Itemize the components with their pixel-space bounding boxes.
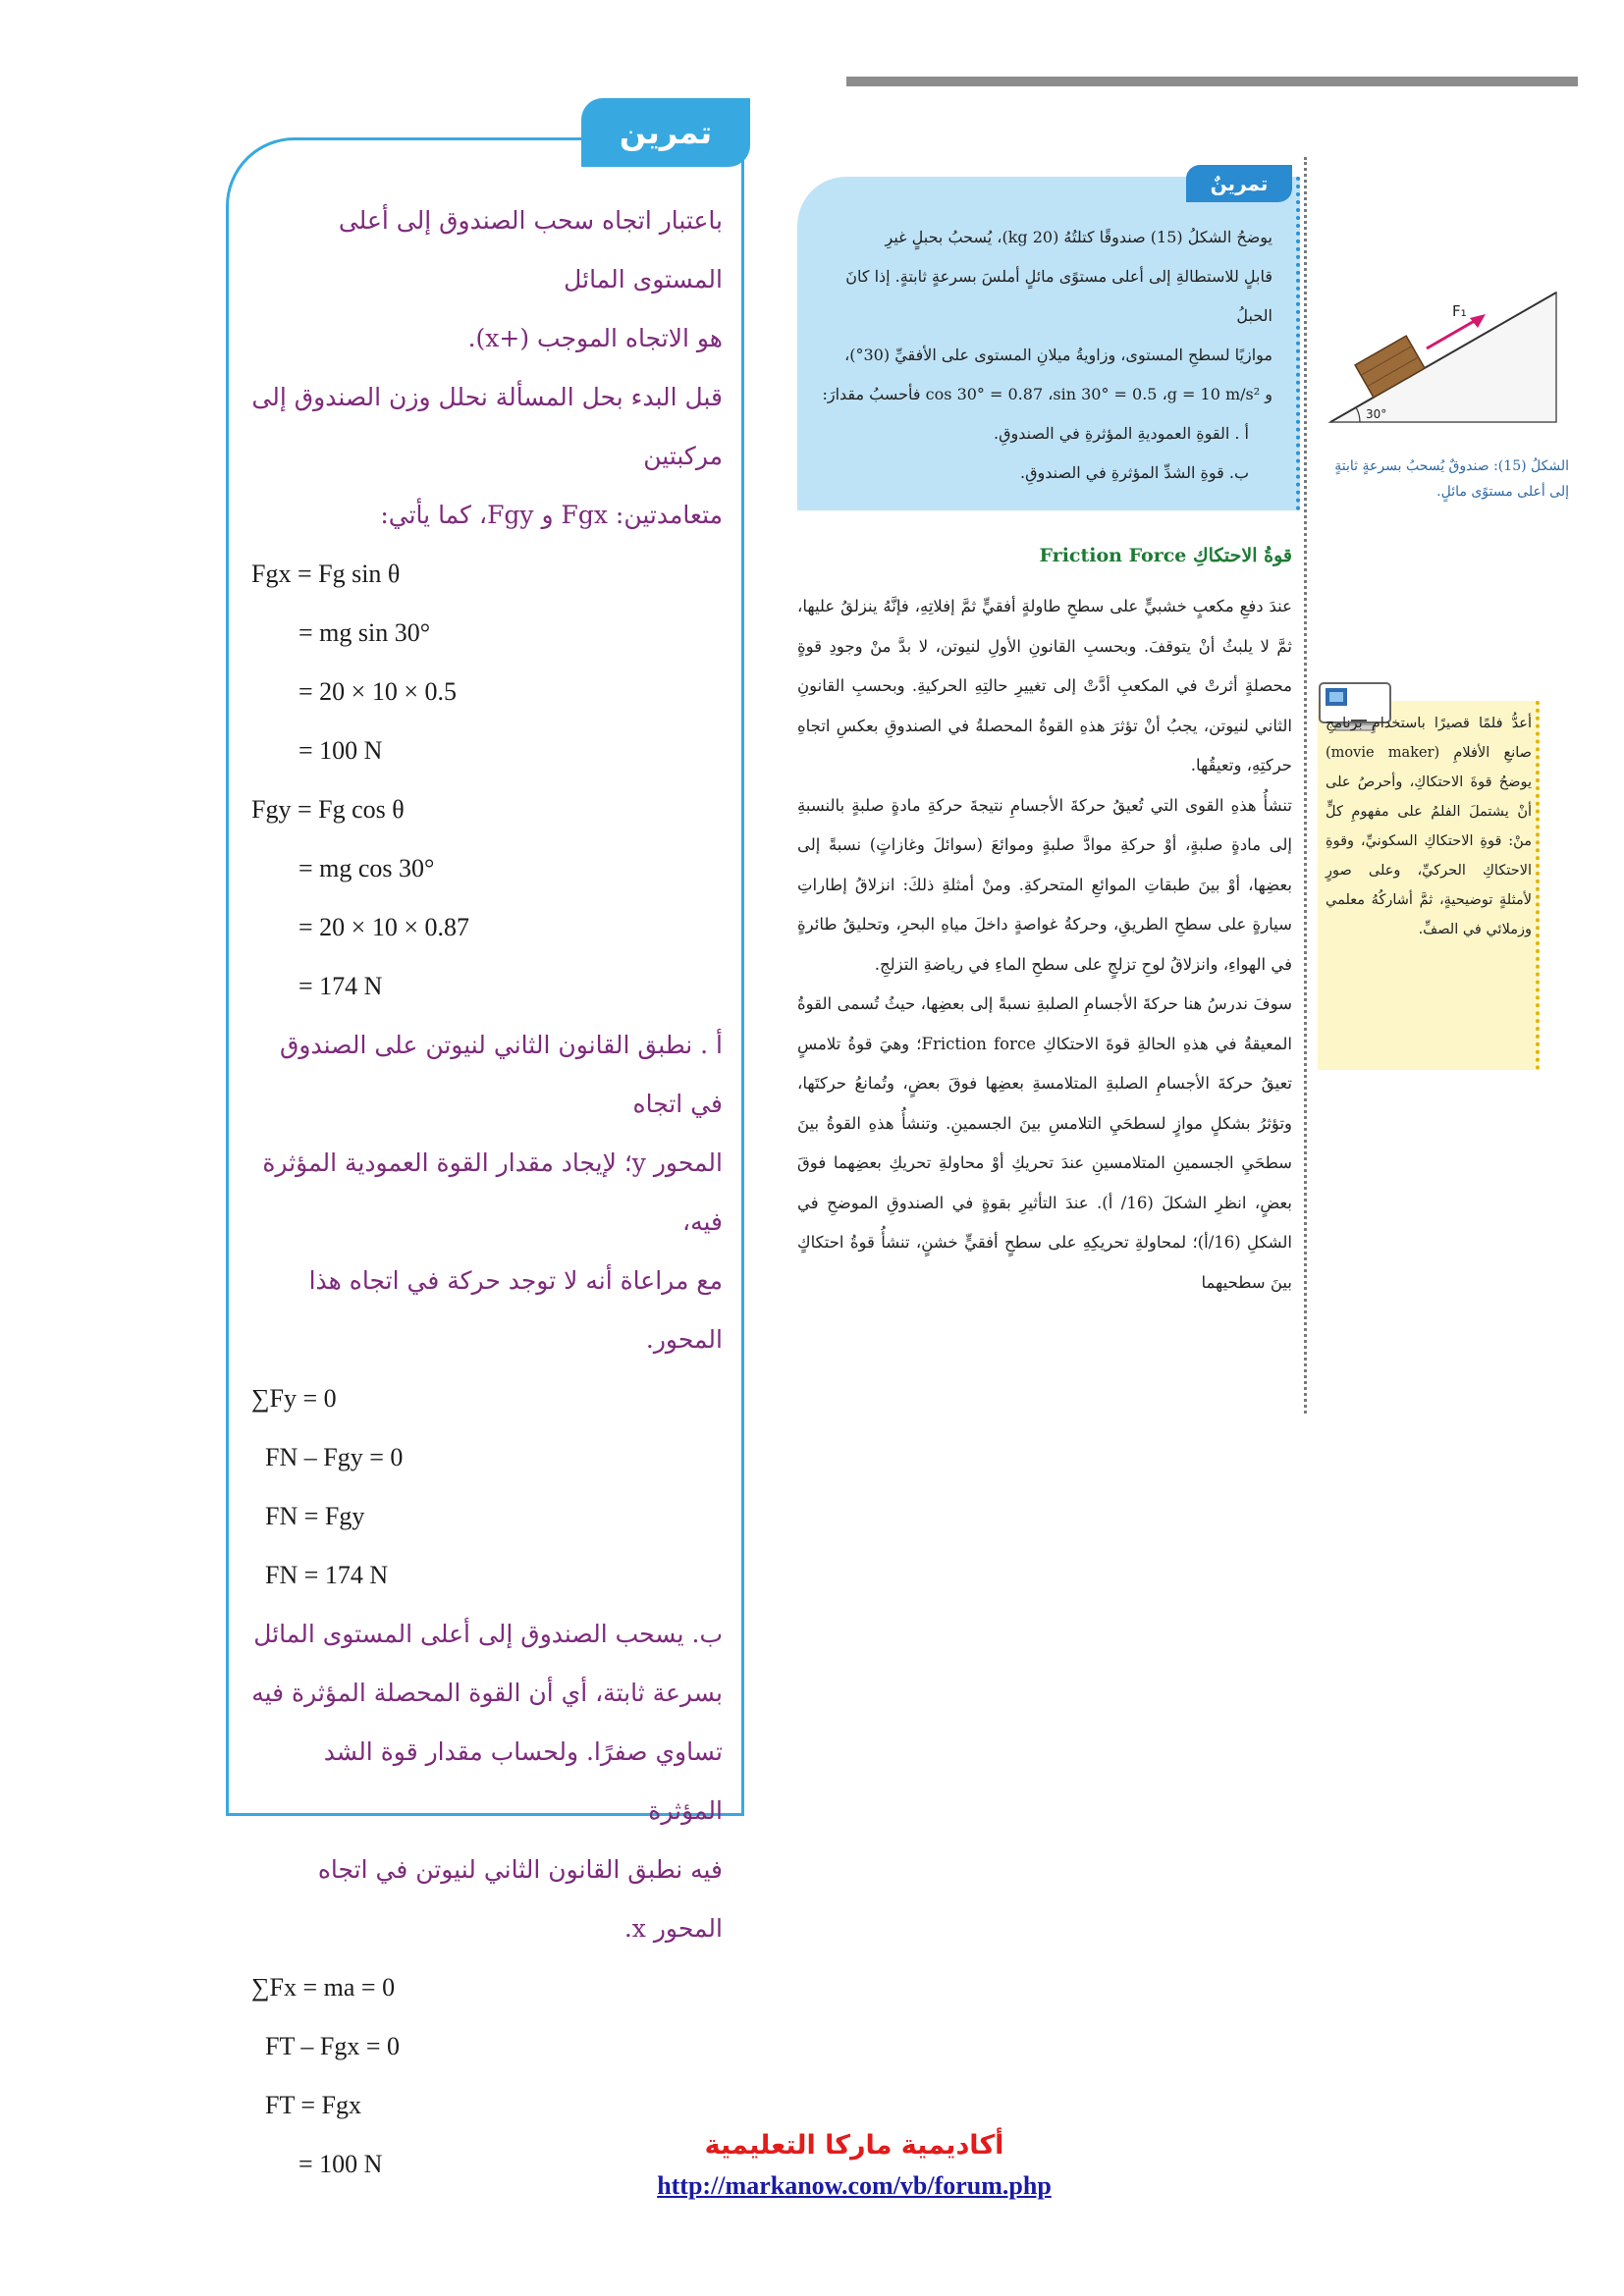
friction-paragraph: تنشأُ هذهِ القوى التي تُعيقُ حركةَ الأجسامِ نتيجةَ حركةِ مادةٍ صلبةٍ بالنسبةِ إلى مادةٍ صلبةٍ، أوْ حركةِ موادَّ صلبةٍ وموائعَ (سوائلَ وغازاتٍ) نسبةً إلى بعضِها، أوْ بينَ طبقاتِ الموائعِ المتحركةِ. ومنْ أمثلةِ ذلكَ: انزلاقُ إطاراتِ سيارةٍ على سطحِ الطريقِ، وحركةُ غواصةٍ داخلَ مياهِ البحرِ، وتحليقُ طائرةٍ في الهواءِ، وانزلاقُ لوحِ تزلجٍ على سطحِ الماءِ في رياضةِ التزلجِ. xyxy=(797,795,1292,974)
friction-heading: قوةُ الاحتكاكِ Friction Force xyxy=(1039,545,1292,566)
exercise-text xyxy=(811,218,1272,493)
exercise-line: موازيًا لسطحِ المستوى، وزاويةُ ميلانِ المستوى على الأفقيِّ (30°)، xyxy=(844,346,1272,364)
activity-note-text: أعدُّ فلمًا قصيرًا باستخدامِ برنامجِ صانعِ الأفلامِ (movie maker) يوضحُ قوةَ الاحتكاكِ، وأحرصُ على أنْ يشتملَ الفلمُ على مفهومِ كلٍّ منْ: قوةِ الاحتكاكِ السكونيِّ، وقوةِ الاحتكاكِ الحركيِّ، وعلى صورٍ لأمثلةٍ توضيحيةٍ، ثمَّ أشاركُهُ معلمي وزملائي في الصفِّ. xyxy=(1326,716,1532,937)
exercise-part-b: ب. قوةِ الشدِّ المؤثرةِ في الصندوقِ. xyxy=(1020,463,1249,482)
solution-equation: = 20 × 10 × 0.5 xyxy=(298,677,457,706)
solution-text-line: هو الاتجاه الموجب (+x). xyxy=(467,324,723,352)
solution-text-line: فيه نطبق القانون الثاني لنيوتن في اتجاه المحور x. xyxy=(317,1855,723,1943)
force-arrow-head xyxy=(1470,314,1486,328)
top-divider-bar xyxy=(846,77,1578,86)
solution-text-line: قبل البدء بحل المسألة نحلل وزن الصندوق إلى مركبتين xyxy=(251,383,723,470)
footer-url xyxy=(550,2171,1159,2201)
exercise-tab-label: تمرينٌ xyxy=(1186,165,1292,202)
solution-equation: Fgx = Fg sin θ xyxy=(251,560,401,588)
column-divider xyxy=(1304,157,1307,1414)
solution-text-line: تساوي صفرًا. ولحساب مقدار قوة الشد المؤثرة xyxy=(323,1737,723,1825)
solution-equation: FT = Fgx xyxy=(265,2091,361,2119)
solution-equation: Fgy = Fg cos θ xyxy=(251,795,405,824)
solution-equation: ∑Fy = 0 xyxy=(251,1384,337,1413)
solution-text-line: ب. يسحب الصندوق إلى أعلى المستوى المائل xyxy=(253,1620,723,1648)
solution-equation: FT – Fgx = 0 xyxy=(265,2032,400,2060)
solution-equation: = 20 × 10 × 0.87 xyxy=(298,913,469,941)
exercise-line: يوضحُ الشكلُ (15) صندوقًا كتلتُهُ (20 kg)، يُسحبُ بحبلٍ غيرِ xyxy=(885,228,1272,246)
solution-equation: ∑Fx = ma = 0 xyxy=(251,1973,396,2002)
solution-equation: = mg sin 30° xyxy=(298,618,431,647)
solution-text-line: المحور y؛ لإيجاد مقدار القوة العمودية المؤثرة فيه، xyxy=(262,1148,723,1236)
solution-equation: = 174 N xyxy=(298,972,383,1000)
solution-text-line: مع مراعاة أنه لا توجد حركة في اتجاه هذا المحور. xyxy=(308,1266,723,1354)
solution-text-line: أ . نطبق القانون الثاني لنيوتن على الصندوق في اتجاه xyxy=(280,1031,723,1118)
solution-equation: FN = 174 N xyxy=(265,1561,389,1589)
friction-paragraph: عندَ دفعِ مكعبٍ خشبيٍّ على سطحِ طاولةٍ أفقيٍّ ثمَّ إفلاتِهِ، فإنَّهُ ينزلقُ عليها، ثمَّ لا يلبثُ أنْ يتوقفَ. وبحسبِ القانونِ الأولِ لنيوتن، لا بدَّ منْ وجودِ قوةٍ محصلةٍ أثرتْ في المكعبِ أدَّتْ إلى تغييرِ حالتِهِ الحركيةِ. وبحسبِ القانونِ الثاني لنيوتن، يجبُ أنْ تؤثرَ هذهِ القوةُ المحصلةُ في الصندوقِ بعكسِ اتجاهِ حركتِهِ، وتعيقُها. xyxy=(797,597,1292,774)
angle-label: 30° xyxy=(1366,407,1387,421)
solution-text-line: باعتبار اتجاه سحب الصندوق إلى أعلى المستوى المائل xyxy=(338,206,723,294)
incline-figure xyxy=(1321,275,1566,432)
exercise-line: قابلٍ للاستطالةِ إلى أعلى مستوًى مائلٍ أملسَ بسرعةٍ ثابتةٍ. إذا كانَ الحبلُ xyxy=(845,267,1272,325)
force-label: F₁ xyxy=(1452,302,1467,320)
figure-caption: الشكلُ (15): صندوقٌ يُسحبُ بسرعةٍ ثابتةٍ إلى أعلى مستوًى مائلٍ. xyxy=(1334,458,1569,500)
footer-title: أكاديمية ماركا التعليمية xyxy=(704,2130,1004,2161)
friction-body xyxy=(797,587,1292,1303)
solution-equation: FN – Fgy = 0 xyxy=(265,1443,404,1471)
footer-link[interactable]: http://markanow.com/vb/forum.php xyxy=(657,2171,1052,2200)
solution-text-line: متعامدتين: Fgx و Fgy، كما يأتي: xyxy=(380,501,723,529)
solution-tab-label: تمرين xyxy=(581,98,750,167)
solution-equation: FN = Fgy xyxy=(265,1502,365,1530)
exercise-line: و cos 30° = 0.87 ،sin 30° = 0.5 ،g = 10 m/s² فأحسبُ مقدارَ: xyxy=(822,385,1272,403)
friction-paragraph: سوفَ ندرسُ هنا حركةَ الأجسامِ الصلبةِ نسبةً إلى بعضِها، حيثُ تُسمى القوةُ المعيقةُ في هذهِ الحالةِ قوةَ الاحتكاكِ Friction force؛ وهيَ قوةُ تلامسٍ تعيقُ حركةَ الأجسامِ الصلبةِ المتلامسةِ بعضِها فوقَ بعضٍ، وتُمانعُ حركتَها، وتؤثرُ بشكلٍ موازٍ لسطحَيِ التلامسِ بينَ الجسمينِ. وتنشأُ هذهِ القوةُ بينَ سطحَيِ الجسمينِ المتلامسينِ عندَ تحريكِ أوْ محاولةِ تحريكِ بعضِهما فوقَ بعضٍ، انظرِ الشكلَ (16/ أ). عندَ التأثيرِ بقوةٍ في الصندوقِ الموضحِ في الشكلِ (16/أ)؛ لمحاولةِ تحريكِهِ على سطحٍ أفقيٍّ خشنٍ، تنشأُ قوةُ احتكاكٍ بينَ سطحيهما xyxy=(797,994,1292,1292)
solution-equation: = 100 N xyxy=(298,2150,383,2178)
solution-equation: = mg cos 30° xyxy=(298,854,435,882)
solution-text-line: بسرعة ثابتة، أي أن القوة المحصلة المؤثرة فيه xyxy=(251,1679,723,1707)
solution-equation: = 100 N xyxy=(298,736,383,765)
solution-panel xyxy=(226,98,748,2178)
exercise-part-a: أ . القوةِ العموديةِ المؤثرةِ في الصندوقِ. xyxy=(994,424,1249,443)
solution-content xyxy=(251,191,723,2194)
